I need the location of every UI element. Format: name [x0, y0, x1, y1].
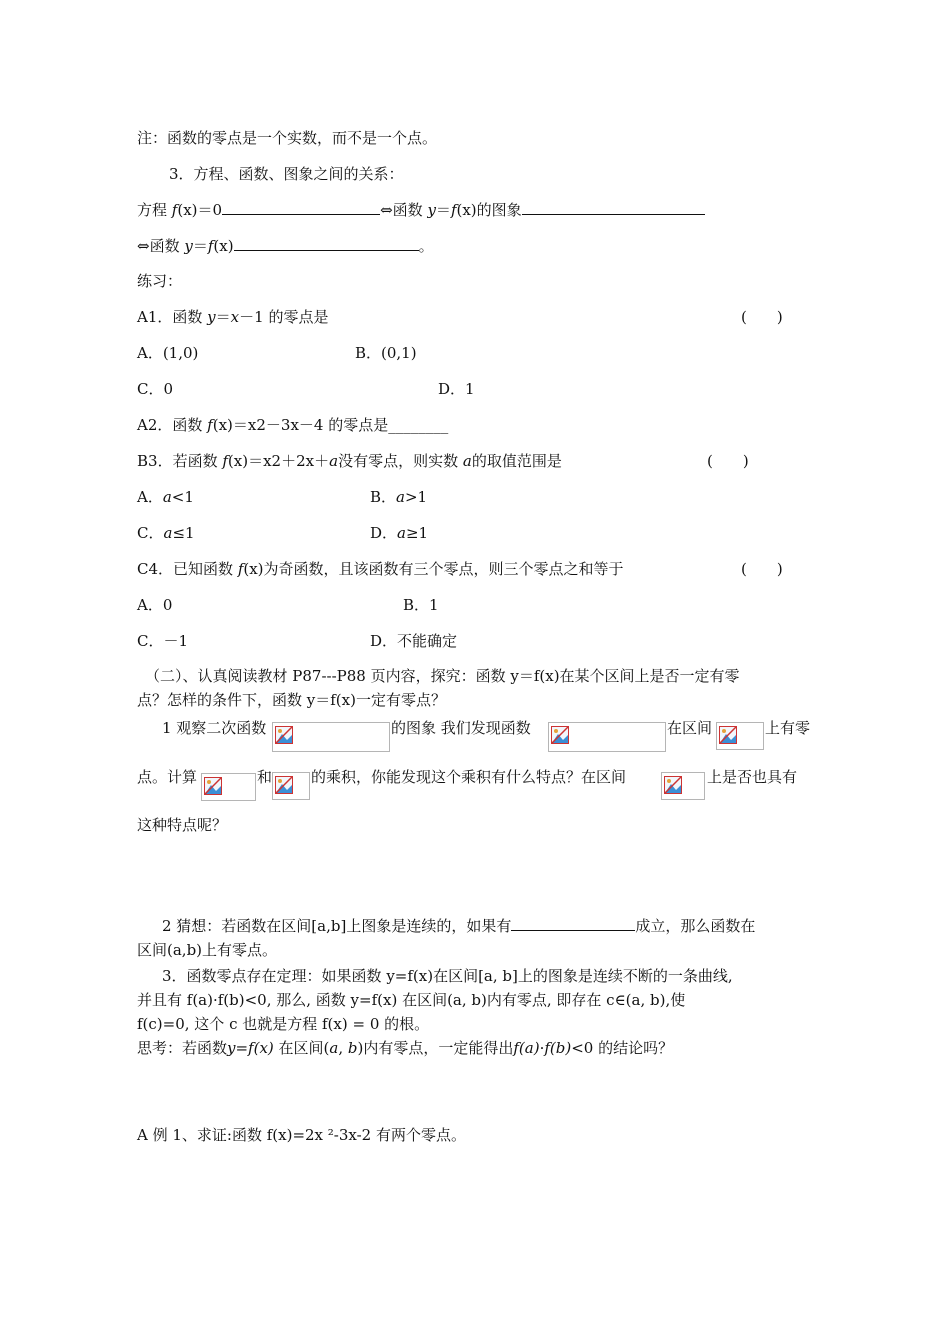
option-d[interactable]: D．1: [438, 380, 475, 398]
broken-image-icon: [275, 726, 293, 744]
option-label: C．: [137, 524, 164, 542]
broken-image-icon: [275, 776, 293, 794]
formula-image: [661, 772, 705, 800]
func-arg: (x): [456, 201, 477, 219]
option-label: D．: [370, 524, 398, 542]
observe-text-7: 的乘积，你能发现这个乘积有什么特点？在区间: [311, 768, 627, 786]
relation-text: 。: [418, 237, 434, 255]
theorem-line-1: 3．函数零点存在定理：如果函数 y=f(x)在区间[a, b]上的图象是连续不断的一条曲线,: [162, 967, 733, 985]
relation-text: ⇔函数: [380, 201, 423, 219]
question-a1: [137, 307, 328, 327]
func-symbol: f: [237, 560, 244, 578]
formula-image: [272, 772, 310, 800]
answer-bracket[interactable]: ( ): [707, 452, 749, 470]
think-text: 思考：若函数: [137, 1039, 228, 1057]
theorem-line-2: 并且有 f(a)·f(b)<0, 那么, 函数 y=f(x) 在区间(a, b)内有零点, 即存在 c∈(a, b),使: [137, 991, 686, 1009]
broken-image-icon: [719, 726, 737, 744]
section3-title: 3．方程、函数、图象之间的关系：: [169, 165, 404, 183]
guess-text: 成立，那么函数在: [635, 917, 756, 935]
func-var: b: [347, 1039, 358, 1057]
func-arg: (x): [227, 452, 249, 470]
formula-image: [201, 773, 256, 801]
think-text: ,: [338, 1039, 348, 1057]
formula-image: [548, 722, 666, 752]
relation-text: 的图象: [476, 201, 522, 219]
func-var: a: [163, 524, 173, 542]
guess-line-2: 区间(a,b)上有零点。: [137, 941, 278, 959]
option-value: >1: [404, 488, 428, 506]
question-a2: [137, 415, 448, 435]
option-b[interactable]: B．(0,1): [355, 344, 417, 362]
guess-text: 2 猜想：若函数在区间[a,b]上图象是连续的，如果有: [162, 917, 512, 935]
theorem-line-3: f(c)=0, 这个 c 也就是方程 f(x) = 0 的根。: [137, 1015, 430, 1033]
func-var: a: [329, 452, 339, 470]
func-var: y: [184, 237, 193, 255]
broken-image-icon: [204, 777, 222, 795]
question-text: 没有零点，则实数: [338, 452, 459, 470]
option-b[interactable]: B．1: [403, 596, 439, 614]
func-symbol: f: [207, 237, 214, 255]
relation-text: 方程: [137, 201, 168, 219]
func-expr: y=f(x): [227, 1039, 274, 1057]
observe-text-9: 这种特点呢？: [137, 816, 228, 834]
answer-blank[interactable]: [222, 200, 380, 215]
func-symbol: f: [222, 452, 228, 470]
func-var: x: [230, 308, 240, 326]
observe-text-4: 上有零: [765, 719, 811, 737]
part2-line-1: （二）、认真阅读教材 P87---P88 页内容，探究：函数 y＝f(x)在某个区间上是否一定有零: [145, 667, 740, 685]
observe-text-8: 上是否也具有: [707, 768, 798, 786]
option-c[interactable]: C．0: [137, 380, 174, 398]
practice-label: 练习：: [137, 272, 183, 290]
think-line: [137, 1038, 673, 1058]
option-value: ≤1: [172, 524, 195, 542]
question-text: 为奇函数，且该函数有三个零点，则三个零点之和等于: [263, 560, 624, 578]
think-text: ·: [539, 1039, 545, 1057]
formula-image: [272, 722, 390, 752]
question-c4: [137, 559, 624, 579]
option-value: ≥1: [405, 524, 429, 542]
question-text: ＝x2－3x－4 的零点是: [232, 416, 389, 434]
option-label: A．: [137, 488, 163, 506]
answer-blank[interactable]: [522, 200, 705, 215]
example-1: A 例 1、求证:函数 f(x)=2x ²-3x-2 有两个零点。: [137, 1126, 466, 1144]
question-text: －1 的零点是: [239, 308, 329, 326]
question-text: C4．已知函数: [137, 560, 234, 578]
func-var: y: [427, 201, 436, 219]
question-b3: [137, 451, 562, 471]
observe-text-3: 在区间: [667, 719, 713, 737]
option-a[interactable]: A．(1,0): [137, 344, 199, 362]
answer-blank[interactable]: ________: [388, 416, 449, 434]
question-text: A1．函数: [137, 308, 203, 326]
option-c[interactable]: C．－1: [137, 632, 189, 650]
observe-text-2: 的图象 我们发现函数: [391, 719, 531, 737]
guess-line-1: [162, 916, 755, 936]
func-var: a: [397, 524, 406, 542]
option-b[interactable]: [370, 487, 427, 507]
answer-bracket[interactable]: ( ): [741, 308, 783, 326]
option-label: B．: [370, 488, 397, 506]
think-text: 在区间(: [273, 1039, 330, 1057]
observe-text-1: 1 观察二次函数: [162, 719, 267, 737]
func-symbol: f: [171, 201, 178, 219]
func-arg: (x): [212, 416, 233, 434]
note-line: 注：函数的零点是一个实数，而不是一个点。: [137, 129, 438, 147]
option-c[interactable]: [137, 523, 195, 543]
question-text: ＝x2＋2x＋: [248, 452, 330, 470]
relation-line-1: [137, 200, 705, 220]
func-var: a: [462, 452, 472, 470]
observe-text-5: 点。计算: [137, 768, 198, 786]
think-text: <0 的结论吗？: [571, 1039, 674, 1057]
question-text: B3．若函数: [137, 452, 218, 470]
option-a[interactable]: [137, 487, 194, 507]
func-var: a: [396, 488, 405, 506]
func-arg: (x): [177, 201, 198, 219]
part2-line-2: 点？怎样的条件下，函数 y＝f(x)一定有零点？: [137, 691, 446, 709]
broken-image-icon: [664, 776, 682, 794]
func-var: a: [162, 488, 172, 506]
option-a[interactable]: A．0: [137, 596, 173, 614]
option-d[interactable]: D．不能确定: [370, 632, 458, 650]
formula-image: [716, 722, 764, 750]
func-var: a: [329, 1039, 339, 1057]
question-text: 的取值范围是: [471, 452, 562, 470]
func-arg: (x): [213, 237, 234, 255]
func-symbol: f: [207, 416, 213, 434]
func-var: y: [207, 308, 216, 326]
option-value: <1: [171, 488, 194, 506]
answer-bracket[interactable]: ( ): [741, 560, 783, 578]
relation-text: ⇔函数: [137, 237, 180, 255]
func-expr: f(b): [544, 1039, 572, 1057]
question-text: A2．函数: [137, 416, 203, 434]
func-symbol: f: [450, 201, 457, 219]
broken-image-icon: [551, 726, 569, 744]
option-d[interactable]: [370, 523, 428, 543]
relation-text: ＝0: [197, 201, 223, 219]
relation-text: ＝: [435, 201, 451, 219]
observe-text-6: 和: [257, 768, 273, 786]
question-text: ＝: [215, 308, 231, 326]
answer-blank[interactable]: [234, 236, 419, 251]
answer-blank[interactable]: [511, 916, 635, 931]
func-expr: f(a): [513, 1039, 540, 1057]
relation-text: ＝: [192, 237, 208, 255]
func-arg: (x): [243, 560, 264, 578]
relation-line-2: [137, 236, 434, 256]
think-text: )内有零点，一定能得出: [357, 1039, 514, 1057]
